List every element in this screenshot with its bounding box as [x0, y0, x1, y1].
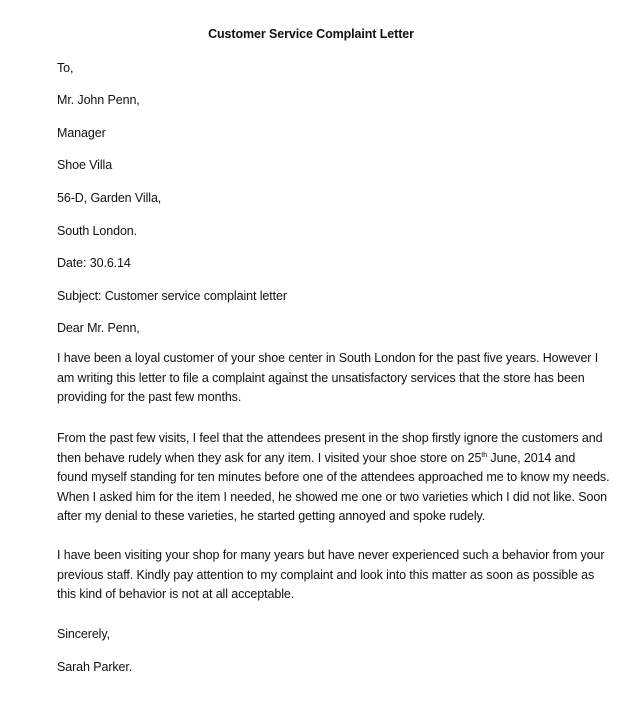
letter-subject: Subject: Customer service complaint letter	[57, 289, 287, 303]
paragraph-2-line-2	[57, 449, 576, 469]
paragraph-2-line-2-tail: June, 2014 and	[487, 450, 576, 465]
body-paragraph-1	[57, 349, 599, 408]
body-paragraph-3	[57, 546, 605, 605]
recipient-street: 56-D, Garden Villa,	[57, 191, 162, 205]
date-ordinal-suffix: th	[481, 451, 488, 459]
paragraph-1-line-2: am writing this letter to file a complaint against the unsatisfactory services that the store has been	[57, 370, 585, 385]
paragraph-3-line-1: I have been visiting your shop for many years but have never experienced such a behavior from your	[57, 548, 605, 562]
recipient-name: Mr. John Penn,	[57, 93, 140, 107]
paragraph-2-line-5: after my denial to these varieties, he started getting annoyed and spoke rudely.	[57, 509, 486, 524]
paragraph-2-line-1: From the past few visits, I feel that the attendees present in the shop firstly ignore the customers and	[57, 431, 603, 445]
letter-date: Date: 30.6.14	[57, 256, 131, 270]
letter-closing: Sincerely,	[57, 627, 110, 641]
paragraph-3-line-3: this kind of behavior is not at all acceptable.	[57, 587, 295, 602]
paragraph-1-line-1: I have been a loyal customer of your shoe center in South London for the past five years. However I	[57, 351, 599, 365]
paragraph-2-line-2-text: then behave rudely when they ask for any item. I visited your shoe store on 25	[57, 450, 482, 465]
recipient-title: Manager	[57, 126, 106, 140]
document-title: Customer Service Complaint Letter	[208, 27, 414, 41]
paragraph-2-line-3: found myself standing for ten minutes before one of the attendees approached me to know my needs.	[57, 470, 610, 485]
paragraph-1-line-3: providing for the past few months.	[57, 390, 242, 405]
paragraph-3-line-2: previous staff. Kindly pay attention to my complaint and look into this matter as soon as possible as	[57, 567, 595, 582]
recipient-company: Shoe Villa	[57, 158, 113, 172]
paragraph-2-line-4: When I asked him for the item I needed, he showed me one or two varieties which I did not like. Soon	[57, 489, 608, 504]
letter-greeting: Dear Mr. Penn,	[57, 321, 140, 335]
address-to: To,	[57, 61, 74, 75]
body-paragraph-2	[57, 429, 610, 527]
signature-name: Sarah Parker.	[57, 660, 133, 674]
recipient-city: South London.	[57, 224, 138, 238]
